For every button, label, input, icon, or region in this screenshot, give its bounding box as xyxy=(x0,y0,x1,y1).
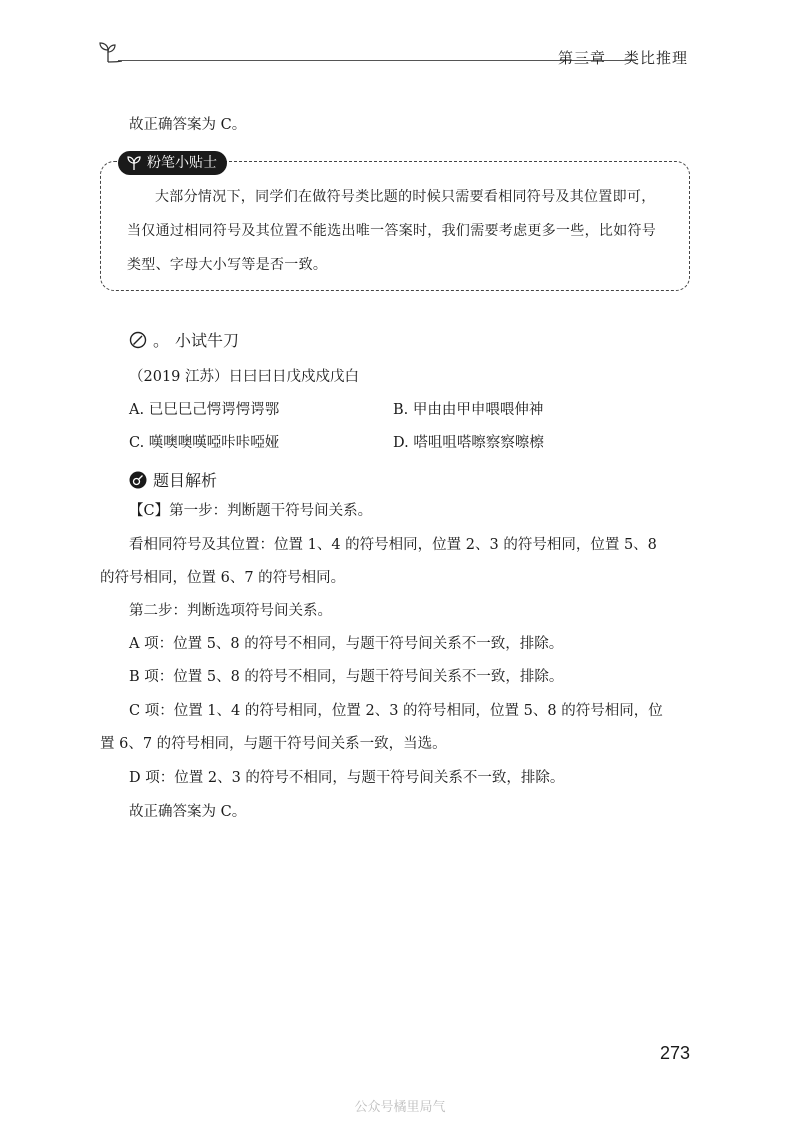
sprout-icon xyxy=(126,155,142,171)
analysis-line: B 项：位置 5、8 的符号不相同，与题干符号间关系不一致，排除。 xyxy=(129,669,564,685)
analysis-icon xyxy=(129,471,147,489)
tip-badge-label: 粉笔小贴士 xyxy=(147,155,217,171)
analysis-heading xyxy=(129,468,217,491)
analysis-line: C 项：位置 1、4 的符号相同，位置 2、3 的符号相同，位置 5、8 的符号相同，位 xyxy=(129,703,663,719)
analysis-line: A 项：位置 5、8 的符号不相同，与题干符号间关系不一致，排除。 xyxy=(129,636,564,652)
analysis-line: 故正确答案为 C。 xyxy=(129,804,247,820)
analysis-line: 看相同符号及其位置：位置 1、4 的符号相同，位置 2、3 的符号相同，位置 5、8 xyxy=(129,537,657,553)
analysis-line: 置 6、7 的符号相同，与题干符号间关系一致，当选。 xyxy=(100,736,447,752)
pencil-circle-icon xyxy=(129,331,147,349)
practice-heading-dot: 。 xyxy=(153,331,170,350)
analysis-line: 第二步：判断选项符号间关系。 xyxy=(129,603,332,619)
intro-answer: 故正确答案为 C。 xyxy=(129,117,247,133)
practice-question: （2019 江苏）日曰曰日戊戍戍戊白 xyxy=(129,369,360,385)
chapter-number: 第三章 xyxy=(557,49,606,67)
practice-heading-label: 小试牛刀 xyxy=(175,331,240,350)
option-c: C. 嘆噢噢嘆啞咔咔啞娅 xyxy=(129,435,280,451)
tip-badge xyxy=(118,151,227,175)
page-header xyxy=(96,40,696,70)
watermark: 公众号橘里局气 xyxy=(354,1100,446,1115)
analysis-line: 【C】第一步：判断题干符号间关系。 xyxy=(129,503,373,519)
analysis-line: D 项：位置 2、3 的符号不相同，与题干符号间关系不一致，排除。 xyxy=(129,770,565,786)
sprout-icon xyxy=(96,40,122,66)
practice-heading xyxy=(129,328,239,351)
chapter-label xyxy=(558,47,688,68)
analysis-heading-label: 题目解析 xyxy=(153,471,218,490)
tip-text: 大部分情况下，同学们在做符号类比题的时候只需要看相同符号及其位置即可，当仅通过相同符号及其位置不能选出唯一答案时，我们需要考虑更多一些，比如符号类型、字母大小写等是否一致。 xyxy=(127,189,657,273)
chapter-title: 类比推理 xyxy=(623,49,688,67)
option-a: A. 已巳巳己愕谔愕谔鄂 xyxy=(129,402,280,418)
page-number: 273 xyxy=(659,1043,690,1063)
analysis-line: 的符号相同，位置 6、7 的符号相同。 xyxy=(100,570,346,586)
option-b: B. 甲由由甲申喂喂伸神 xyxy=(393,402,544,418)
option-d: D. 嗒咀咀嗒嚓察察嚓檫 xyxy=(393,435,544,451)
